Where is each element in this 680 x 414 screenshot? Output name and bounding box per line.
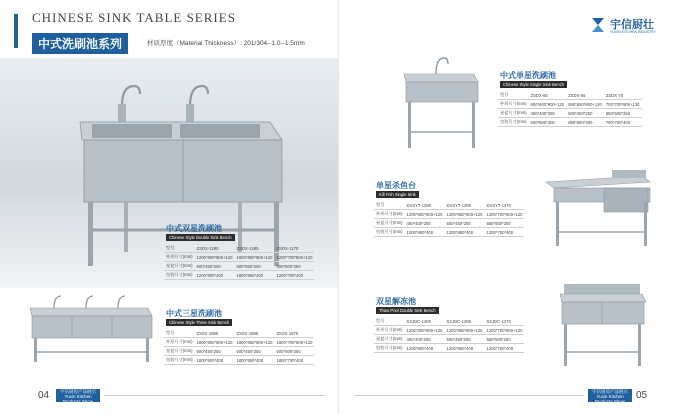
double-sink-subtitle: Chinese Style Double Sink Bench <box>166 234 235 241</box>
table-row: 包装尺寸(mm) 1200*800*400 1800*850*400 1200*700*400 <box>164 271 314 280</box>
fish-sink-image <box>542 168 652 248</box>
brand-name-cn: 宇信厨壮 <box>610 19 654 31</box>
series-title-cn: 中式洗刷池系列 <box>32 33 128 54</box>
table-row: 星盆尺寸(mm) 450*400*250 500*450*250 550*500*250 <box>374 219 524 228</box>
table-row: 型号 SXJDC-1280 SXJDC-1285 SXJDC-1270 <box>374 317 524 326</box>
thaw-sink-subtitle: Thaw Pool Double Sink Bench <box>376 307 439 314</box>
double-sink-spec-table <box>164 244 314 280</box>
triple-sink-title: 中式三星洗刷池 <box>166 309 222 318</box>
table-row: 型号 DXSYT-1280 DXSYT-1285 DXSYT-1270 <box>374 201 524 210</box>
double-sink-title: 中式双星洗刷池 <box>166 224 222 233</box>
table-row: 外形尺寸(mm) 1800*800*800+120 1800*850*800+120 1800*700*800+120 <box>166 339 313 345</box>
table-row: 型号 ZSSX-1880 ZSSX-1885 ZSSX-1870 <box>164 329 314 338</box>
single-sink-title: 中式单星洗刷池 <box>500 71 556 80</box>
fish-sink-spec-table <box>374 201 524 237</box>
footer-tag-left: 宇信厨房产品展示 Yuxin Kitchen Products Show <box>56 389 100 402</box>
table-row: 包装尺寸(mm) 1200*800*400 1200*850*400 1200*700*400 <box>374 228 524 237</box>
double-sink-image <box>60 80 290 270</box>
table-row: 外形尺寸(mm) 1200*800*800+120 1200*850*800+120 1200*700*800+120 <box>376 211 523 217</box>
footer-rule-left <box>104 395 324 396</box>
single-sink-image <box>396 52 486 152</box>
single-sink-subtitle: Chinese Style Single Sink Bench <box>500 81 567 88</box>
table-row: 星盆尺寸(mm) 450*400*250 500*450*250 550*500*250 <box>374 335 524 344</box>
right-page <box>340 0 680 414</box>
table-row: 包装尺寸(mm) 1800*800*400 1800*850*400 1800*700*400 <box>164 356 314 365</box>
triple-sink-subtitle: Chinese Style Three Sink Bench <box>166 319 232 326</box>
thaw-sink-title: 双星解冻池 <box>376 297 416 306</box>
footer-rule-right <box>354 395 584 396</box>
fish-sink-title: 单星杀鱼台 <box>376 181 416 190</box>
table-row: 包装尺寸(mm) 1200*800*400 1200*850*400 1200*700*400 <box>374 344 524 353</box>
triple-sink-spec-table <box>164 329 314 365</box>
material-thickness: 材质厚度（Material Thickness）: 201/304--1.0--1.5mm <box>147 40 305 47</box>
triple-sink-image <box>24 292 154 364</box>
series-title-en: CHINESE SINK TABLE SERIES <box>32 10 236 25</box>
brand-logo-icon <box>590 16 606 34</box>
brand-logo <box>590 14 670 44</box>
thaw-sink-spec-table <box>374 317 524 353</box>
table-row: 型号 ZSDX-60 ZSDX-65 ZSDX-70 <box>498 91 642 100</box>
table-row: 外形尺寸(mm) 1200*800*800+120 1800*850*800+120 1200*700*800+120 <box>166 254 313 260</box>
table-row: 外形尺寸(mm) 600*600*800+120 650*650*800+120 700*700*800+120 <box>500 101 640 107</box>
table-row: 外形尺寸(mm) 1200*800*800+120 1200*850*800+120 1200*700*800+120 <box>376 327 523 333</box>
title-accent-bar <box>14 14 18 48</box>
table-row: 型号 ZSDX-1280 ZSDX-1385 ZSDX-1270 <box>164 244 314 253</box>
table-row: 包装尺寸(mm) 600*600*400 650*650*400 700*700*400 <box>498 118 642 127</box>
table-row: 星盆尺寸(mm) 450*400*250 500*450*250 550*500*250 <box>498 109 642 118</box>
page-number-right: 05 <box>636 390 648 401</box>
table-row: 星盆尺寸(mm) 500*450*250 500*450*250 500*500*250 <box>164 347 314 356</box>
brand-name-en: YUXIN KITCHEN INDUSTRY <box>610 30 656 34</box>
thaw-sink-image <box>556 280 646 370</box>
single-sink-spec-table <box>498 91 642 127</box>
page-number-left: 04 <box>38 390 50 401</box>
fish-sink-subtitle: Kill Fish Single Sink <box>376 191 419 198</box>
footer-tag-right: 宇信厨房产品展示 Yuxin Kitchen Products Show <box>588 389 632 402</box>
table-row: 星盆尺寸(mm) 500*450*250 600*550*250 500*500*250 <box>164 262 314 271</box>
